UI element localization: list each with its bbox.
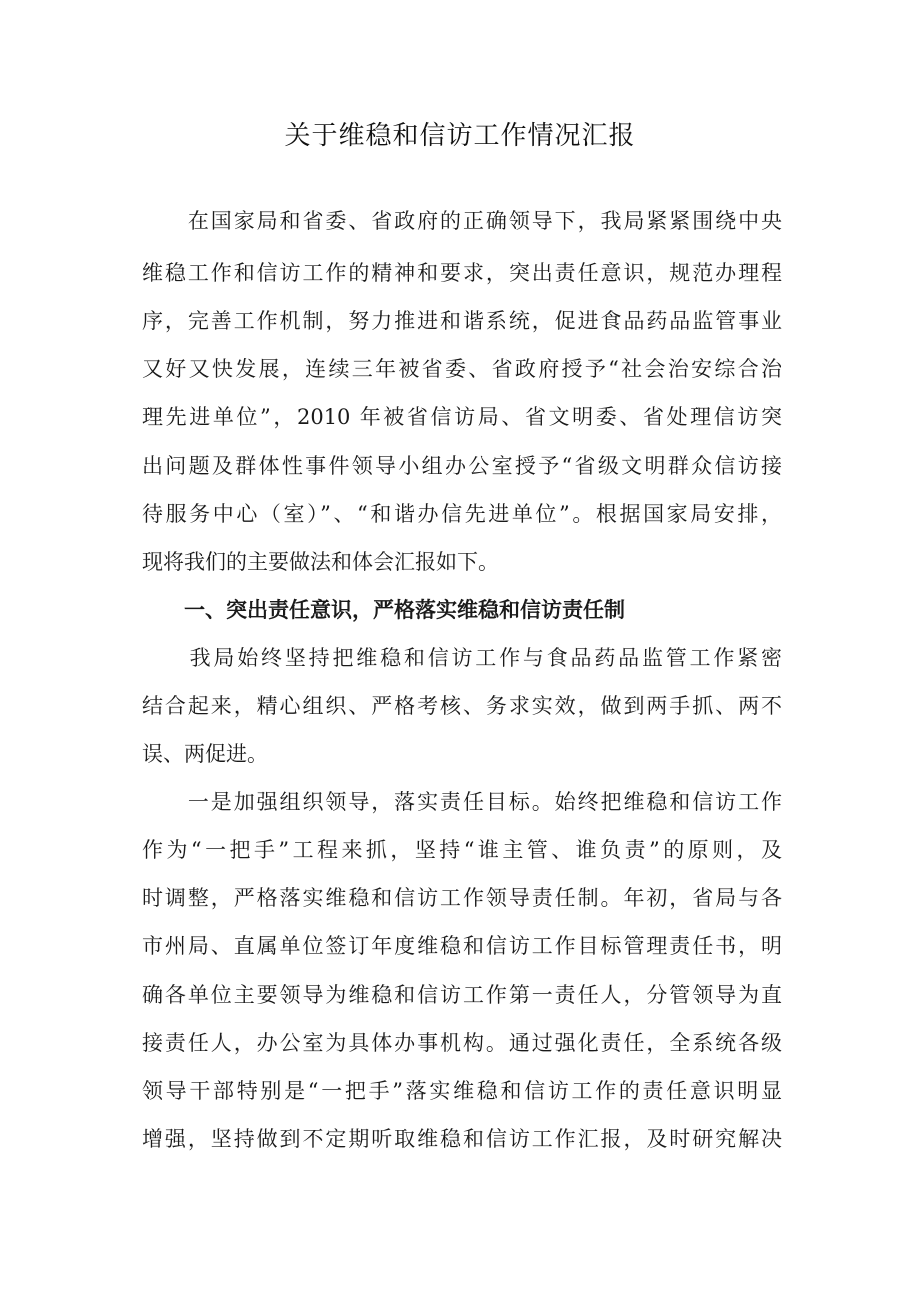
- body-line: 时调整，严格落实维稳和信访工作领导责任制。年初，省局与各: [142, 886, 782, 910]
- body-line: 结合起来，精心组织、严格考核、务求实效，做到两手抓、两不: [142, 694, 782, 718]
- body-line: 维稳工作和信访工作的精神和要求，突出责任意识，规范办理程: [142, 261, 782, 285]
- body-line: 序，完善工作机制，努力推进和谐系统，促进食品药品监管事业: [142, 309, 782, 333]
- section-heading: 一、突出责任意识，严格落实维稳和信访责任制: [142, 598, 625, 622]
- body-line: 接责任人，办公室为具体办事机构。通过强化责任，全系统各级: [142, 1031, 782, 1055]
- body-line: 确各单位主要领导为维稳和信访工作第一责任人，分管领导为直: [142, 983, 782, 1007]
- body-line: 市州局、直属单位签订年度维稳和信访工作目标管理责任书，明: [142, 934, 782, 958]
- body-line: 理先进单位”，2010 年被省信访局、省文明委、省处理信访突: [142, 405, 782, 429]
- body-line: 在国家局和省委、省政府的正确领导下，我局紧紧围绕中央: [142, 209, 782, 233]
- body-line: 误、两促进。: [142, 742, 268, 766]
- body-line: 增强，坚持做到不定期听取维稳和信访工作汇报，及时研究解决: [142, 1127, 782, 1151]
- body-line: 我局始终坚持把维稳和信访工作与食品药品监管工作紧密: [142, 646, 782, 670]
- body-line: 作为“一把手”工程来抓，坚持“谁主管、谁负责”的原则，及: [142, 838, 782, 862]
- body-line: 现将我们的主要做法和体会汇报如下。: [142, 550, 499, 574]
- body-line: 出问题及群体性事件领导小组办公室授予“省级文明群众信访接: [142, 454, 782, 478]
- body-line: 一是加强组织领导，落实责任目标。始终把维稳和信访工作: [142, 790, 782, 814]
- body-line: 又好又快发展，连续三年被省委、省政府授予“社会治安综合治: [142, 357, 782, 381]
- document-title: 关于维稳和信访工作情况汇报: [284, 121, 636, 151]
- body-line: 领导干部特别是“一把手”落实维稳和信访工作的责任意识明显: [142, 1079, 782, 1103]
- body-line: 待服务中心（室）”、“和谐办信先进单位”。根据国家局安排，: [142, 502, 782, 526]
